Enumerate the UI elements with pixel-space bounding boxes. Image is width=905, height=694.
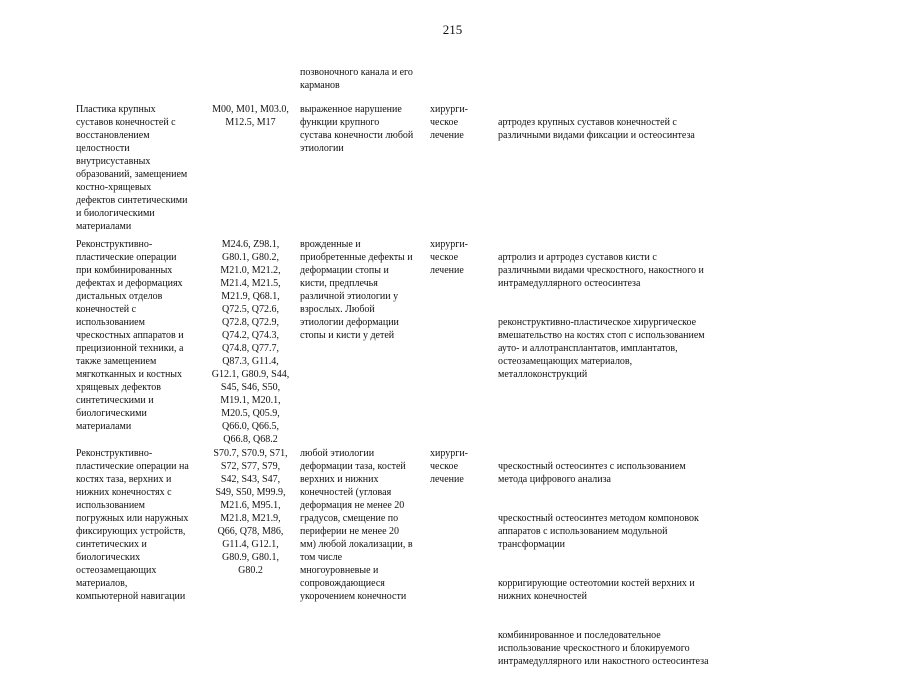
row-1-treatment-type: хирурги- ческое лечение [430, 104, 469, 141]
row-2-patient-model: врожденные и приобретенные дефекты и деформации стопы и кисти, предплечья различной этиологии у взрослых. Любой этиологии деформации стопы и кисти у детей [300, 239, 413, 341]
row-3-treatment-type: хирурги- ческое лечение [430, 448, 469, 485]
page-number: 215 [442, 22, 463, 37]
row-2-treatment-type: хирурги- ческое лечение [430, 239, 469, 276]
row-2-method-2: реконструктивно-пластическое хирургическое вмешательство на костях стоп с использованием ауто- и аллотрансплантатов, имплантатов, остеозамещающих материалов, металлоконструкций [498, 317, 705, 380]
row-2-name: Реконструктивно- пластические операции при комбинированных дефектах и деформациях дистальных отделов конечностей с использованием чрескостных аппаратов и прецизионной техники, а также замещением мягкотканных и костных хрящевых дефектов синтетическими и биологическими материалами [76, 239, 184, 432]
row-3-method-3: корригирующие остеотомии костей верхних и нижних конечностей [498, 578, 695, 602]
row-1-name: Пластика крупных суставов конечностей с восстановлением целостности внутрисуставных образований, замещением костно-хрящевых дефектов синтетическими и биологическими материалами [76, 104, 188, 232]
row-3-method-1: чрескостный остеосинтез с использованием метода цифрового анализа [498, 461, 686, 485]
carryover-patient-model: позвоночного канала и его карманов [300, 67, 413, 91]
row-3-methods [498, 447, 738, 694]
row-1-method-1: артродез крупных суставов конечностей с различными видами фиксации и остеосинтеза [498, 117, 695, 141]
row-2-method-1: артролиз и артродез суставов кисти с различными видами чрескостного, накостного и интрамедуллярного остеосинтеза [498, 252, 704, 289]
row-3-codes: S70.7, S70.9, S71, S72, S77, S79, S42, S43, S47, S49, S50, M99.9, M21.6, M95.1, M21.8, M21.9, Q66, Q78, M86, G11.4, G12.1, G80.9, G80.1, G80.2 [213, 448, 288, 576]
row-1-patient-model: выраженное нарушение функции крупного сустава конечности любой этиологии [300, 104, 414, 154]
row-3-patient-model: любой этиологии деформации таза, костей верхних и нижних конечностей (угловая деформация не менее 20 градусов, смещение по периферии не менее 20 мм) любой локализации, в том числе многоуровневые и сопровождающиеся укорочением конечности [300, 448, 413, 602]
row-2-codes: M24.6, Z98.1, G80.1, G80.2, M21.0, M21.2, M21.4, M21.5, M21.9, Q68.1, Q72.5, Q72.6, Q72.8, Q72.9, Q74.2, Q74.3, Q74.8, Q77.7, Q87.3, G11.4, G12.1, G80.9, S44, S45, S46, S50, M19.1, M20.1, M20.5, Q05.9, Q66.0, Q66.5, Q66.8, Q68.2 [211, 239, 290, 445]
row-3-method-2: чрескостный остеосинтез методом компоновок аппаратов с использованием модульной трансформации [498, 513, 699, 550]
row-1-codes: M00, M01, M03.0, M12.5, M17 [212, 104, 289, 128]
row-3-method-4: комбинированное и последовательное использование чрескостного и блокируемого интрамедуллярного или накостного остеосинтеза [498, 630, 709, 667]
row-2-methods [498, 238, 738, 407]
row-3-name: Реконструктивно- пластические операции на костях таза, верхних и нижних конечностях с использованием погружных или наружных фиксирующих устройств, синтетических и биологических остеозамещающих материалов, компьютерной навигации [76, 448, 189, 602]
row-1-methods [498, 103, 738, 168]
